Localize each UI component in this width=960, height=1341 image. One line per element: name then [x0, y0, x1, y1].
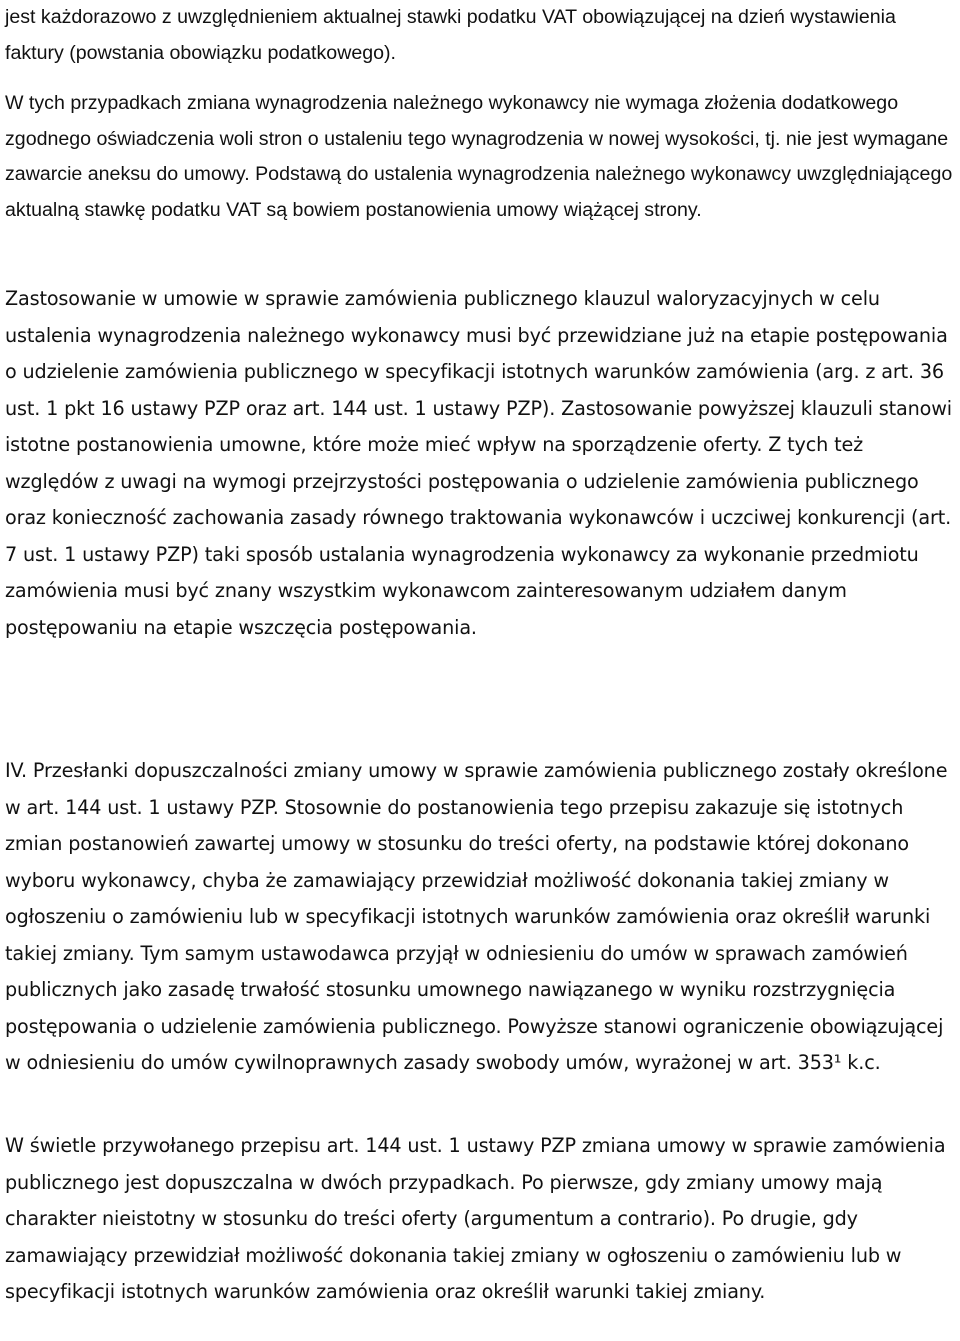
paragraph-section-iv: [5, 753, 957, 1082]
paragraph-vat-rate: [5, 0, 957, 71]
text-run: W świetle przywołanego przepisu art. 144 ust. 1 ustawy PZP zmiana umowy w sprawie zamówienia publicznego jest dopuszczalna w dwóch przypadkach. Po pierwsze, gdy zmiany umowy mają charakter nieistotny w stosunku do treści oferty (argumentum a contrario). Po drugie, gdy zamawiający przewidział możliwość dokonania takiej zmiany w ogłoszeniu o zamówieniu lub w specyfikacji istotnych warunków zamówienia oraz określił warunki takiej zmiany.: [5, 1134, 946, 1303]
text-run: jest każdorazowo z uwzględnieniem aktualnej stawki podatku VAT obowiązującej na dzień wystawienia faktury (powstania obowiązku podatkowego).: [5, 6, 896, 64]
text-run: Zastosowanie w umowie w sprawie zamówienia publicznego klauzul waloryzacyjnych w celu ustalenia wynagrodzenia należnego wykonawcy musi być przewidziane już na etapie postępowania o udzielenie zamówienia publicznego w specyfikacji istotnych warunków zamówienia (arg. z art. 36 ust. 1 pkt 16 ustawy PZP oraz art. 144 ust. 1 ustawy PZP). Zastosowanie powyższej klauzuli stanowi istotne postanowienia umowne, które może mieć wpływ na sporządzenie oferty. Z tych też względów z uwagi na wymogi przejrzystości postępowania o udzielenie zamówienia publicznego oraz konieczność zachowania zasady równego traktowania wykonawców i uczciwej konkurencji (art. 7 ust. 1 ustawy PZP) taki sposób ustalania wynagrodzenia wykonawcy za wykonanie przedmiotu zamówienia musi być znany wszystkim wykonawcom zainteresowanym udziałem danym postępowaniu na etapie wszczęcia postępowania.: [5, 287, 952, 639]
text-run: IV. Przesłanki dopuszczalności zmiany umowy w sprawie zamówienia publicznego zostały określone w art. 144 ust. 1 ustawy PZP. Stosownie do postanowienia tego przepisu zakazuje się istotnych zmian postanowień zawartej umowy w stosunku do treści oferty, na podstawie której dokonano wyboru wykonawcy, chyba że zamawiający przewidział możliwość dokonania takiej zmiany w ogłoszeniu o zamówieniu lub w specyfikacji istotnych warunków zamówienia oraz określił warunki takiej zmiany. Tym samym ustawodawca przyjął w odniesieniu do umów w sprawach zamówień publicznych jako zasadę trwałość stosunku umownego nawiązanego w wyniku rozstrzygnięcia postępowania o udzielenie zamówienia publicznego. Powyższe stanowi ograniczenie obowiązującej w odniesieniu do umów cywilnoprawnych zasady swobody umów, wyrażonej w art. 353¹ k.c.: [5, 759, 948, 1074]
text-run: W tych przypadkach zmiana wynagrodzenia należnego wykonawcy nie wymaga złożenia dodatkowego zgodnego oświadczenia woli stron o ustaleniu tego wynagrodzenia w nowej wysokości, tj. nie jest wymagane zawarcie aneksu do umowy. Podstawą do ustalenia wynagrodzenia należnego wykonawcy uwzględniającego aktualną stawkę podatku VAT są bowiem postanowienia umowy wiążącej strony.: [5, 92, 953, 221]
paragraph-article-144: [5, 1128, 957, 1311]
paragraph-valorization-clauses: [5, 281, 957, 646]
paragraph-remuneration-change: [5, 86, 957, 228]
